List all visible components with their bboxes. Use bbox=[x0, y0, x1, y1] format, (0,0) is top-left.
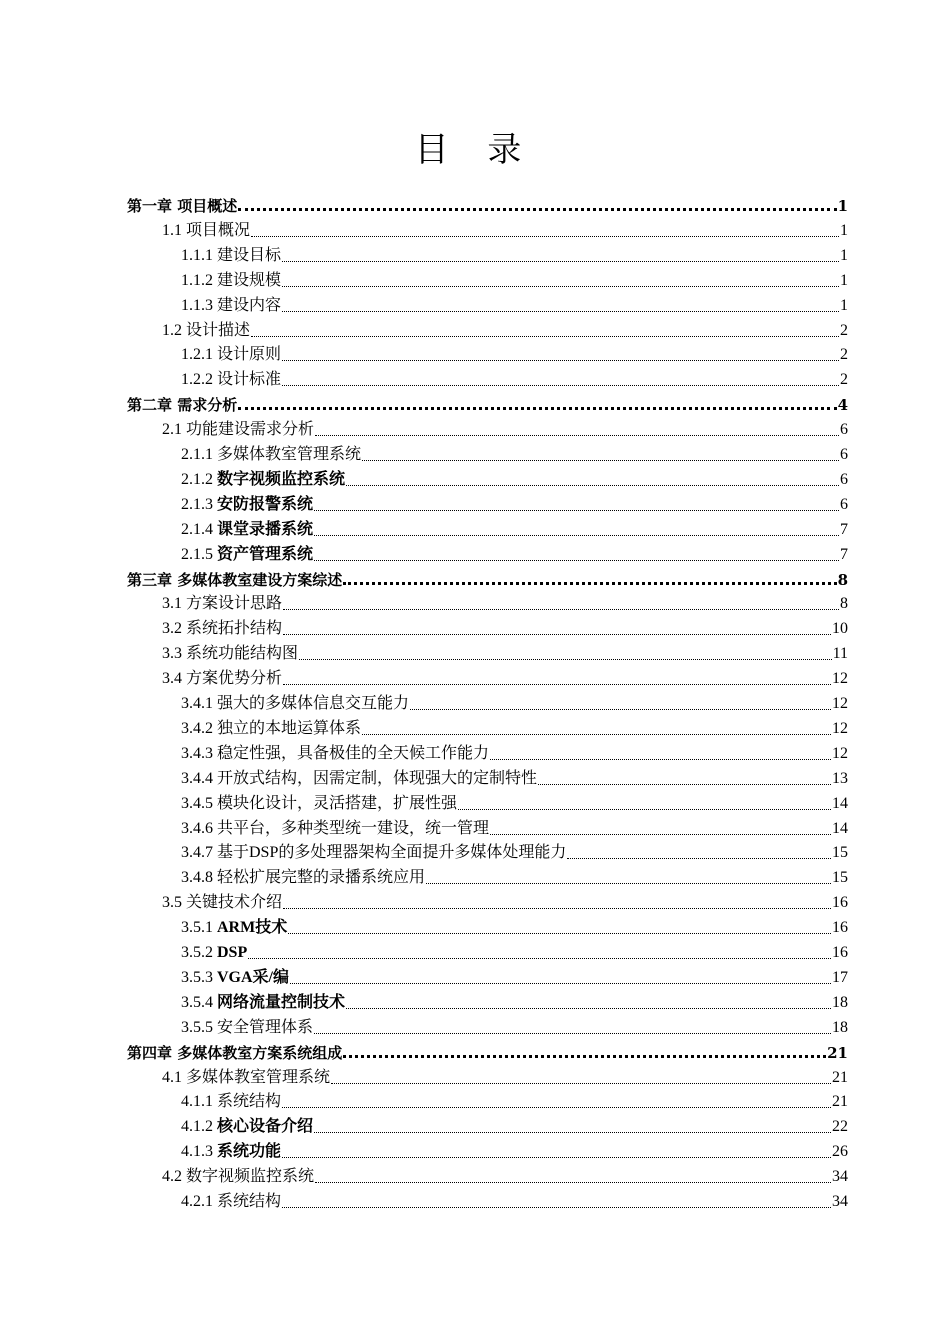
dot-leader bbox=[362, 734, 831, 735]
toc-section-entry[interactable] bbox=[162, 665, 848, 689]
toc-subsection-entry[interactable] bbox=[181, 1188, 848, 1212]
toc-subsection-entry[interactable] bbox=[181, 1138, 848, 1162]
toc-section-entry[interactable] bbox=[162, 590, 848, 614]
toc-subsection-entry[interactable] bbox=[181, 815, 848, 839]
toc-entry-label: 3.5.5 安全管理体系 bbox=[181, 1018, 314, 1036]
toc-entry-label: 3.2 系统拓扑结构 bbox=[162, 620, 283, 638]
toc-subsection-entry[interactable] bbox=[181, 964, 848, 988]
toc-chapter-entry[interactable] bbox=[127, 391, 848, 415]
dot-leader bbox=[282, 1157, 831, 1158]
toc-entry-label: 3.5.1 ARM技术 bbox=[181, 919, 288, 937]
toc-page-number: 21 bbox=[832, 1068, 848, 1086]
toc-subsection-entry[interactable] bbox=[181, 1113, 848, 1137]
dot-leader bbox=[426, 883, 831, 884]
toc-entry-label: 4.1.1 系统结构 bbox=[181, 1093, 282, 1111]
toc-section-entry[interactable] bbox=[162, 1163, 848, 1187]
toc-page-number: 2 bbox=[840, 321, 848, 339]
dot-leader bbox=[346, 485, 839, 486]
dot-leader bbox=[282, 261, 839, 262]
toc-entry-label: 3.4.4 开放式结构，因需定制，体现强大的定制特性 bbox=[181, 769, 538, 787]
toc-subsection-entry[interactable] bbox=[181, 491, 848, 515]
toc-page-number: 2 bbox=[840, 371, 848, 389]
dot-leader bbox=[314, 1033, 831, 1034]
toc-page-number: 34 bbox=[832, 1193, 848, 1210]
toc-subsection-entry[interactable] bbox=[181, 864, 848, 888]
toc-page-number: 18 bbox=[832, 1018, 848, 1036]
toc-page-number: 4 bbox=[837, 396, 848, 415]
toc-entry-label: 4.2.1 系统结构 bbox=[181, 1193, 282, 1210]
toc-entry-label: 第三章 多媒体教室建设方案综述 bbox=[127, 570, 343, 589]
toc-subsection-entry[interactable] bbox=[181, 1014, 848, 1038]
toc-page-number: 6 bbox=[840, 421, 848, 439]
toc-chapter-entry[interactable] bbox=[127, 192, 848, 216]
toc-entry-label: 2.1.2 数字视频监控系统 bbox=[181, 470, 346, 488]
toc-entry-label: 1.1.2 建设规模 bbox=[181, 271, 282, 289]
toc-entry-label: 3.4.8 轻松扩展完整的录播系统应用 bbox=[181, 869, 426, 887]
dot-leader bbox=[290, 983, 831, 984]
toc-entry-label: 3.5.3 VGA采/编 bbox=[181, 968, 290, 986]
dot-leader bbox=[288, 933, 831, 934]
toc-page-number: 1 bbox=[840, 271, 848, 289]
toc-page-number: 8 bbox=[837, 570, 848, 589]
dot-leader bbox=[283, 908, 831, 909]
dot-leader bbox=[238, 208, 836, 211]
toc-section-entry[interactable] bbox=[162, 889, 848, 913]
toc-page-number: 12 bbox=[832, 695, 848, 712]
toc-subsection-entry[interactable] bbox=[181, 715, 848, 739]
toc-entry-label: 1.2 设计描述 bbox=[162, 321, 251, 339]
toc-entry-label: 3.4 方案优势分析 bbox=[162, 670, 283, 688]
toc-page-number: 21 bbox=[832, 1093, 848, 1111]
dot-leader bbox=[283, 609, 839, 610]
toc-entry-label: 3.5.4 网络流量控制技术 bbox=[181, 993, 346, 1011]
toc-entry-label: 第一章 项目概述 bbox=[127, 197, 238, 215]
toc-title: 目 录 bbox=[414, 130, 536, 170]
toc-subsection-entry[interactable] bbox=[181, 341, 848, 365]
toc-entry-label: 1.1.1 建设目标 bbox=[181, 246, 282, 264]
toc-entry-label: 3.4.7 基于DSP的多处理器架构全面提升多媒体处理能力 bbox=[181, 844, 567, 862]
toc-entry-label: 2.1.1 多媒体教室管理系统 bbox=[181, 446, 362, 463]
toc-section-entry[interactable] bbox=[162, 217, 848, 241]
toc-subsection-entry[interactable] bbox=[181, 740, 848, 764]
dot-leader bbox=[490, 759, 831, 760]
toc-page-number: 1 bbox=[837, 197, 848, 215]
toc-subsection-entry[interactable] bbox=[181, 541, 848, 565]
toc-page-number: 16 bbox=[832, 894, 848, 912]
toc-entry-label: 2.1.4 课堂录播系统 bbox=[181, 520, 314, 538]
toc-subsection-entry[interactable] bbox=[181, 790, 848, 814]
dot-leader bbox=[282, 311, 839, 312]
toc-entry-label: 3.4.5 模块化设计，灵活搭建，扩展性强 bbox=[181, 794, 458, 812]
dot-leader bbox=[331, 1083, 831, 1084]
toc-entry-label: 4.1.3 系统功能 bbox=[181, 1143, 282, 1161]
dot-leader bbox=[282, 286, 839, 287]
toc-page-number: 21 bbox=[827, 1043, 848, 1062]
toc-entry-label: 3.4.6 共平台，多种类型统一建设，统一管理 bbox=[181, 819, 490, 837]
dot-leader bbox=[282, 1107, 831, 1108]
dot-leader bbox=[251, 236, 839, 237]
dot-leader bbox=[238, 407, 836, 410]
toc-page-number: 17 bbox=[832, 968, 848, 986]
toc-entry-label: 1.2.2 设计标准 bbox=[181, 371, 282, 389]
toc-page-number: 6 bbox=[840, 470, 848, 488]
toc-page-number: 10 bbox=[832, 620, 848, 638]
dot-leader bbox=[458, 809, 831, 810]
dot-leader bbox=[314, 510, 839, 511]
dot-leader bbox=[343, 1055, 826, 1058]
toc-entry-label: 1.1.3 建设内容 bbox=[181, 296, 282, 314]
toc-page-number: 7 bbox=[840, 545, 848, 563]
toc-subsection-entry[interactable] bbox=[181, 690, 848, 714]
dot-leader bbox=[490, 834, 831, 835]
dot-leader bbox=[314, 535, 839, 536]
dot-leader bbox=[283, 684, 831, 685]
dot-leader bbox=[283, 634, 831, 635]
toc-page-number: 12 bbox=[832, 744, 848, 762]
toc-section-entry[interactable] bbox=[162, 416, 848, 440]
toc-entry-label: 3.4.2 独立的本地运算体系 bbox=[181, 719, 362, 737]
dot-leader bbox=[346, 1008, 831, 1009]
toc-entry-label: 1.1 项目概况 bbox=[162, 221, 251, 239]
toc-entry-label: 3.3 系统功能结构图 bbox=[162, 645, 299, 663]
toc-entry-label: 3.1 方案设计思路 bbox=[162, 595, 283, 613]
dot-leader bbox=[315, 1182, 831, 1183]
toc-entry-label: 2.1.5 资产管理系统 bbox=[181, 545, 314, 563]
dot-leader bbox=[410, 709, 831, 710]
toc-subsection-entry[interactable] bbox=[181, 939, 848, 963]
toc-page-number: 12 bbox=[832, 719, 848, 737]
toc-entry-label: 2.1 功能建设需求分析 bbox=[162, 421, 315, 439]
dot-leader bbox=[299, 659, 832, 660]
toc-subsection-entry[interactable] bbox=[181, 516, 848, 540]
dot-leader bbox=[538, 784, 831, 785]
toc-page-number: 16 bbox=[832, 944, 848, 961]
toc-subsection-entry[interactable] bbox=[181, 366, 848, 390]
toc-page-number: 26 bbox=[832, 1143, 848, 1161]
dot-leader bbox=[315, 435, 839, 436]
toc-page-number: 11 bbox=[832, 645, 848, 663]
toc-subsection-entry[interactable] bbox=[181, 914, 848, 938]
toc-subsection-entry[interactable] bbox=[181, 292, 848, 316]
toc-subsection-entry[interactable] bbox=[181, 989, 848, 1013]
toc-subsection-entry[interactable] bbox=[181, 267, 848, 291]
dot-leader bbox=[314, 1132, 831, 1133]
toc-entry-label: 4.1 多媒体教室管理系统 bbox=[162, 1068, 331, 1086]
toc-entry-label: 4.1.2 核心设备介绍 bbox=[181, 1118, 314, 1136]
toc-page-number: 16 bbox=[832, 919, 848, 937]
toc-subsection-entry[interactable] bbox=[181, 839, 848, 863]
dot-leader bbox=[282, 360, 839, 361]
toc-section-entry[interactable] bbox=[162, 615, 848, 639]
toc-page-number: 6 bbox=[840, 446, 848, 463]
toc-entry-label: 3.4.1 强大的多媒体信息交互能力 bbox=[181, 695, 410, 712]
toc-entry-label: 3.4.3 稳定性强，具备极佳的全天候工作能力 bbox=[181, 744, 490, 762]
toc-subsection-entry[interactable] bbox=[181, 242, 848, 266]
toc-subsection-entry[interactable] bbox=[181, 765, 848, 789]
toc-chapter-entry[interactable] bbox=[127, 566, 848, 590]
toc-subsection-entry[interactable] bbox=[181, 441, 848, 465]
toc-page-number: 2 bbox=[840, 346, 848, 364]
toc-entry-label: 1.2.1 设计原则 bbox=[181, 346, 282, 364]
toc-entry-label: 4.2 数字视频监控系统 bbox=[162, 1168, 315, 1186]
toc-page-number: 14 bbox=[832, 819, 848, 837]
toc-section-entry[interactable] bbox=[162, 1064, 848, 1088]
toc-page-number: 14 bbox=[832, 794, 848, 812]
toc-page-number: 18 bbox=[832, 993, 848, 1011]
toc-entry-label: 第四章 多媒体教室方案系统组成 bbox=[127, 1043, 343, 1062]
toc-page-number: 15 bbox=[832, 869, 848, 887]
toc-page-number: 22 bbox=[832, 1118, 848, 1136]
toc-entry-label: 3.5 关键技术介绍 bbox=[162, 894, 283, 912]
toc-section-entry[interactable] bbox=[162, 317, 848, 341]
toc-page-number: 1 bbox=[840, 246, 848, 264]
toc-page-number: 13 bbox=[832, 769, 848, 787]
toc-chapter-entry[interactable] bbox=[127, 1039, 848, 1063]
dot-leader bbox=[314, 560, 839, 561]
dot-leader bbox=[567, 858, 831, 859]
toc-page-number: 15 bbox=[832, 844, 848, 862]
toc-subsection-entry[interactable] bbox=[181, 1088, 848, 1112]
toc-entry-label: 第二章 需求分析 bbox=[127, 396, 238, 415]
dot-leader bbox=[248, 958, 831, 959]
toc-page-number: 7 bbox=[840, 520, 848, 538]
toc-page-number: 1 bbox=[840, 296, 848, 314]
toc-page-number: 8 bbox=[840, 595, 848, 613]
toc-section-entry[interactable] bbox=[162, 640, 848, 664]
dot-leader bbox=[282, 385, 839, 386]
dot-leader bbox=[251, 336, 839, 337]
dot-leader bbox=[282, 1207, 831, 1208]
toc-page-number: 12 bbox=[832, 670, 848, 688]
toc-page-number: 6 bbox=[840, 495, 848, 513]
dot-leader bbox=[362, 460, 839, 461]
toc-entry-label: 3.5.2 DSP bbox=[181, 944, 248, 961]
toc-entry-label: 2.1.3 安防报警系统 bbox=[181, 495, 314, 513]
dot-leader bbox=[343, 582, 836, 585]
toc-page-number: 1 bbox=[840, 221, 848, 239]
toc-page-number: 34 bbox=[832, 1168, 848, 1186]
toc-subsection-entry[interactable] bbox=[181, 466, 848, 490]
